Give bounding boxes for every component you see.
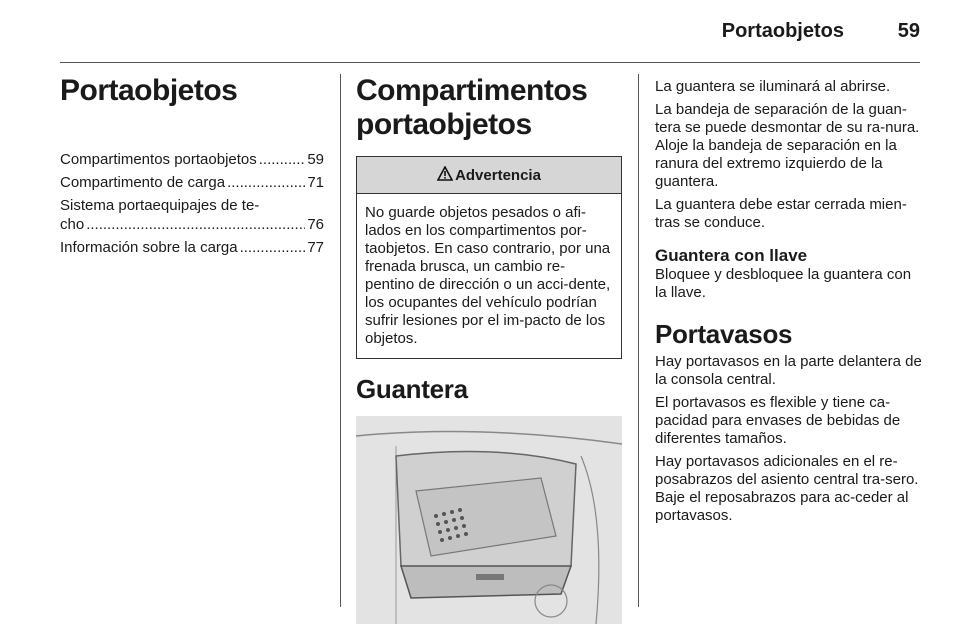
page-header: [60, 0, 920, 63]
toc-entry-label: Compartimentos portaobjetos: [60, 151, 257, 168]
paragraph: Hay portavasos en la parte delantera de la consola central.: [655, 353, 922, 388]
toc-leader: [86, 215, 305, 234]
toc-entry-page: 76: [307, 216, 324, 233]
toc-entry[interactable]: [60, 196, 324, 234]
warning-title: Advertencia: [455, 166, 541, 184]
paragraph: El portavasos es flexible y tiene ca-pacidad para envases de bebidas de diferentes tamaños.: [655, 394, 901, 447]
column-divider: [638, 74, 639, 607]
toc-entry[interactable]: [60, 238, 324, 257]
section-title-line: portaobjetos: [356, 108, 532, 141]
toc-entry-page: 71: [307, 174, 324, 191]
toc-entry-page: 59: [307, 151, 324, 168]
paragraph: Hay portavasos adicionales en el re-posabrazos del asiento central tra-sero. Baje el reposabrazos para ac-ceder al portavasos.: [655, 453, 919, 524]
subsection-title: Portavasos: [655, 319, 793, 349]
running-title: Portaobjetos: [721, 20, 844, 42]
column-divider: [340, 74, 341, 607]
toc-entry[interactable]: [60, 173, 324, 192]
page-number: 59: [897, 20, 920, 42]
toc-entry-label: Sistema portaequipajes de te-: [60, 197, 260, 214]
warning-triangle-icon: [437, 166, 453, 185]
toc-entry-label: cho: [60, 216, 85, 233]
section-title: [356, 74, 622, 142]
glovebox-illustration: [356, 416, 622, 624]
column-right: [655, 74, 923, 530]
section-title-line: Compartimentos: [356, 74, 588, 107]
warning-text: No guarde objetos pesados o afi-lados en los compartimentos por-taobjetos. En caso contrario, por una frenada brusca, un cambio re-pentino de dirección o un acci-dente, los ocupantes del vehículo podrían sufrir lesiones por el im-pacto de los objetos.: [365, 204, 611, 347]
column-middle: [356, 74, 622, 624]
table-of-contents: [60, 150, 324, 257]
chapter-title: Portaobjetos: [60, 74, 238, 107]
toc-entry-page: 77: [307, 239, 324, 256]
toc-entry-label: Compartimento de carga: [60, 174, 226, 191]
paragraph: La bandeja de separación de la guan-tera se puede desmontar de su ra-nura. Aloje la bandeja de separación en la ranura del extremo izquierdo de la guantera.: [655, 101, 920, 190]
toc-leader: [240, 238, 306, 257]
warning-box: [356, 156, 622, 359]
paragraph: La guantera se iluminará al abrirse.: [655, 78, 891, 95]
toc-leader: [227, 173, 305, 192]
paragraph: Bloquee y desbloquee la guantera con la llave.: [655, 266, 912, 301]
subheading: Guantera con llave: [655, 246, 808, 265]
toc-entry[interactable]: [60, 150, 324, 169]
warning-header: [357, 157, 621, 194]
toc-entry-label: Información sobre la carga: [60, 239, 238, 256]
column-toc: [60, 74, 324, 261]
toc-leader: [259, 150, 306, 169]
paragraph: La guantera debe estar cerrada mien-tras se conduce.: [655, 196, 907, 231]
subsection-title: Guantera: [356, 374, 468, 404]
